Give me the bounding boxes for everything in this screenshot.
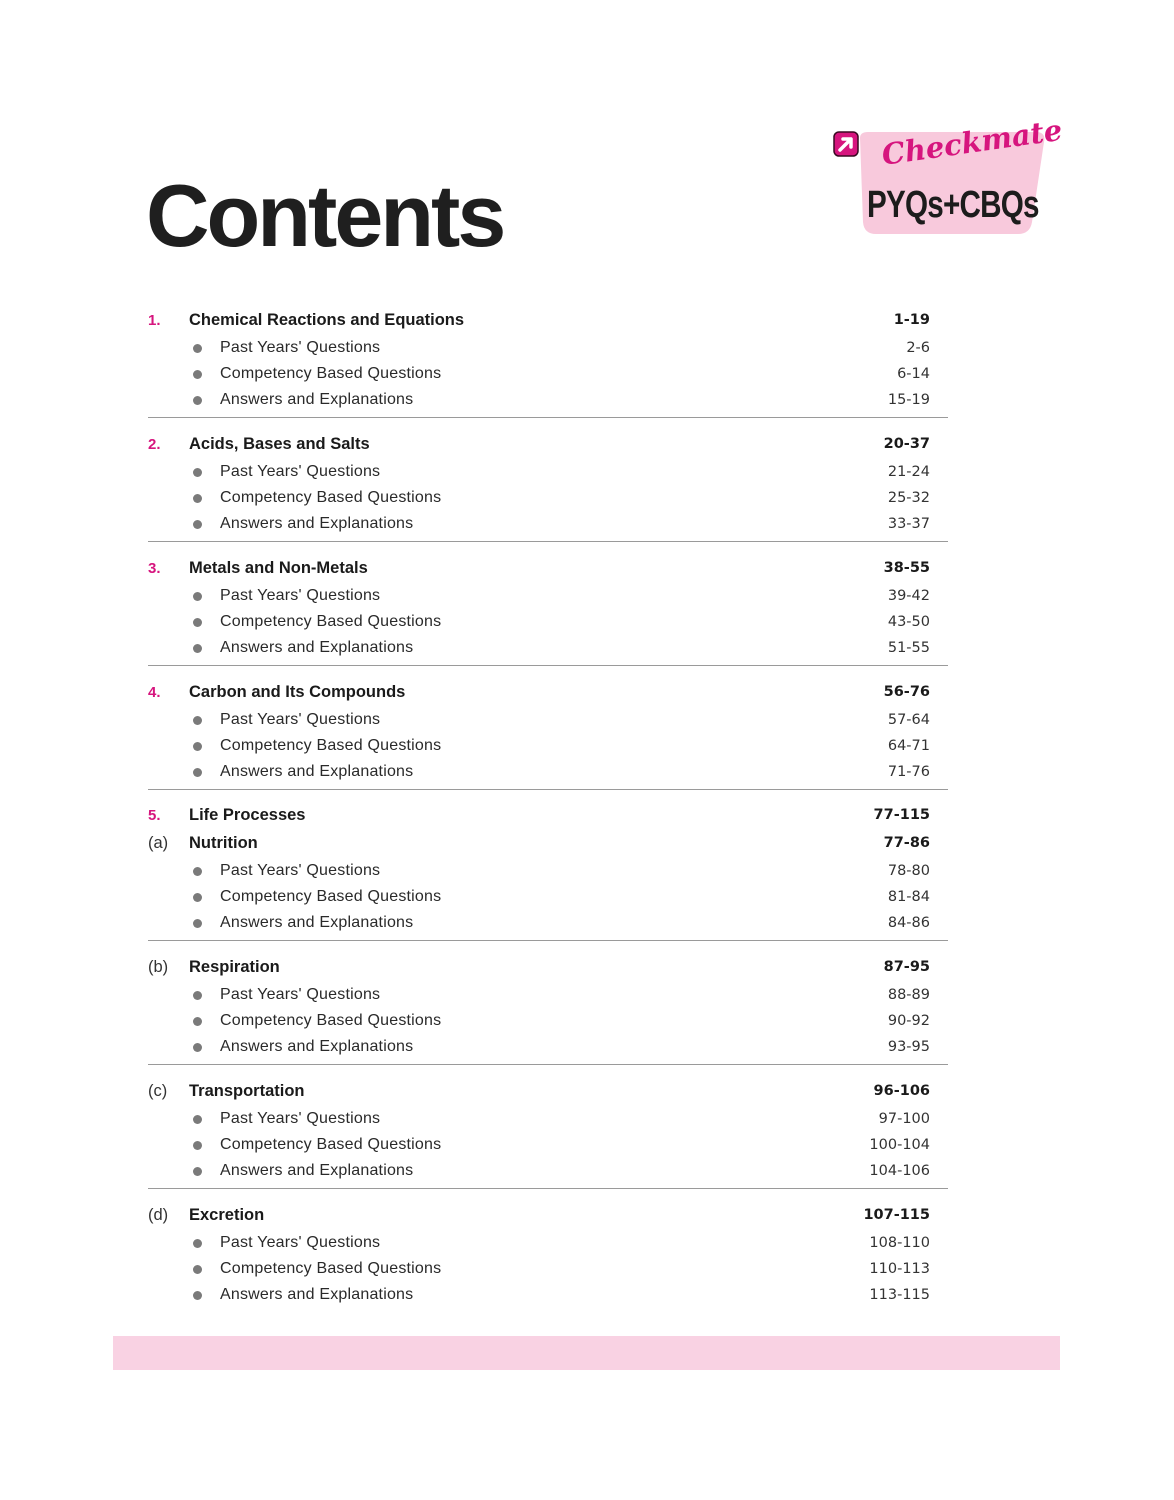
toc-item[interactable] bbox=[148, 609, 948, 635]
toc-item-label: Past Years' Questions bbox=[220, 711, 381, 728]
chapter-title: Metals and Non-Metals bbox=[189, 559, 368, 577]
toc-item-label: Past Years' Questions bbox=[220, 862, 381, 879]
toc-item-pages: 108-110 bbox=[869, 1235, 930, 1251]
chapter-heading[interactable] bbox=[148, 430, 948, 459]
toc-item-label: Past Years' Questions bbox=[220, 463, 381, 480]
toc-item[interactable] bbox=[148, 1034, 948, 1060]
toc-item[interactable] bbox=[148, 910, 948, 936]
section-heading[interactable] bbox=[148, 1077, 948, 1106]
bullet-icon bbox=[193, 991, 202, 1000]
arrow-icon bbox=[832, 130, 860, 158]
bullet-icon bbox=[193, 742, 202, 751]
toc-item-pages: 88-89 bbox=[887, 987, 930, 1003]
section-pages: 107-115 bbox=[863, 1207, 930, 1223]
toc-item-pages: 43-50 bbox=[887, 614, 930, 630]
section-pages: 87-95 bbox=[883, 959, 930, 975]
chapter-pages: 38-55 bbox=[883, 560, 930, 576]
toc-item[interactable] bbox=[148, 361, 948, 387]
toc-item-label: Competency Based Questions bbox=[220, 737, 442, 754]
toc-item-pages: 39-42 bbox=[887, 588, 930, 604]
chapter-number: 4. bbox=[148, 684, 161, 701]
toc-item-label: Past Years' Questions bbox=[220, 587, 381, 604]
toc-item-pages: 104-106 bbox=[869, 1163, 930, 1179]
section-title: Excretion bbox=[189, 1206, 265, 1224]
toc-item[interactable] bbox=[148, 485, 948, 511]
section-pages: 96-106 bbox=[873, 1083, 930, 1099]
bullet-icon bbox=[193, 1115, 202, 1124]
bullet-icon bbox=[193, 494, 202, 503]
toc-item-pages: 97-100 bbox=[878, 1111, 930, 1127]
toc-item-label: Answers and Explanations bbox=[220, 763, 414, 780]
section-title: Nutrition bbox=[189, 834, 258, 852]
section-letter: (c) bbox=[148, 1082, 168, 1100]
toc-item-pages: 81-84 bbox=[887, 889, 930, 905]
toc-item[interactable] bbox=[148, 583, 948, 609]
toc-item-label: Competency Based Questions bbox=[220, 1260, 442, 1277]
chapter-number: 3. bbox=[148, 560, 161, 577]
toc-item[interactable] bbox=[148, 335, 948, 361]
toc-item-label: Competency Based Questions bbox=[220, 1012, 442, 1029]
toc-item-label: Competency Based Questions bbox=[220, 613, 442, 630]
bullet-icon bbox=[193, 1017, 202, 1026]
toc-item-label: Answers and Explanations bbox=[220, 1286, 414, 1303]
toc-item[interactable] bbox=[148, 511, 948, 537]
toc-item-pages: 21-24 bbox=[887, 464, 930, 480]
section-pages: 77-86 bbox=[883, 835, 930, 851]
toc-item[interactable] bbox=[148, 759, 948, 785]
bullet-icon bbox=[193, 768, 202, 777]
bullet-icon bbox=[193, 1141, 202, 1150]
toc-item[interactable] bbox=[148, 1008, 948, 1034]
toc-item-label: Competency Based Questions bbox=[220, 888, 442, 905]
chapter-title: Chemical Reactions and Equations bbox=[189, 311, 465, 329]
toc-item-label: Answers and Explanations bbox=[220, 391, 414, 408]
bullet-icon bbox=[193, 1239, 202, 1248]
section-title: Transportation bbox=[189, 1082, 305, 1100]
toc-chapter bbox=[148, 430, 948, 542]
toc-item-label: Answers and Explanations bbox=[220, 515, 414, 532]
chapter-heading[interactable] bbox=[148, 554, 948, 583]
toc-chapter bbox=[148, 306, 948, 418]
bullet-icon bbox=[193, 396, 202, 405]
chapter-number: 2. bbox=[148, 436, 161, 453]
bullet-icon bbox=[193, 1043, 202, 1052]
toc-item-pages: 71-76 bbox=[887, 764, 930, 780]
chapter-number: 5. bbox=[148, 807, 161, 824]
brand-badge bbox=[832, 112, 1065, 238]
toc-item-pages: 90-92 bbox=[887, 1013, 930, 1029]
toc-item-label: Answers and Explanations bbox=[220, 639, 414, 656]
bullet-icon bbox=[193, 1265, 202, 1274]
toc-item-pages: 84-86 bbox=[887, 915, 930, 931]
section-title: Respiration bbox=[189, 958, 280, 976]
toc-item-pages: 64-71 bbox=[887, 738, 930, 754]
toc-item[interactable] bbox=[148, 884, 948, 910]
toc-item-pages: 51-55 bbox=[887, 640, 930, 656]
toc-item-pages: 33-37 bbox=[887, 516, 930, 532]
chapter-heading[interactable] bbox=[148, 802, 948, 829]
section-letter: (a) bbox=[148, 834, 169, 852]
badge-tagline: PYQs+CBQs bbox=[867, 184, 1039, 226]
toc-item-pages: 93-95 bbox=[887, 1039, 930, 1055]
chapter-heading[interactable] bbox=[148, 306, 948, 335]
chapter-heading[interactable] bbox=[148, 678, 948, 707]
toc-item-label: Competency Based Questions bbox=[220, 1136, 442, 1153]
toc-chapter bbox=[148, 554, 948, 666]
toc-item-pages: 57-64 bbox=[887, 712, 930, 728]
toc-item-pages: 100-104 bbox=[869, 1137, 930, 1153]
toc-item[interactable] bbox=[148, 982, 948, 1008]
bullet-icon bbox=[193, 644, 202, 653]
section-heading[interactable] bbox=[148, 829, 948, 858]
bullet-icon bbox=[193, 1291, 202, 1300]
chapter-pages: 77-115 bbox=[873, 807, 930, 823]
toc-item-label: Past Years' Questions bbox=[220, 1234, 381, 1251]
bullet-icon bbox=[193, 468, 202, 477]
bullet-icon bbox=[193, 919, 202, 928]
toc-section bbox=[148, 1201, 948, 1312]
toc-item[interactable] bbox=[148, 635, 948, 661]
toc-item[interactable] bbox=[148, 858, 948, 884]
bullet-icon bbox=[193, 716, 202, 725]
toc-item-pages: 2-6 bbox=[906, 340, 930, 356]
toc-item-label: Answers and Explanations bbox=[220, 914, 414, 931]
chapter-title: Life Processes bbox=[189, 806, 306, 824]
toc-item-label: Competency Based Questions bbox=[220, 489, 442, 506]
toc-chapter bbox=[148, 802, 948, 941]
badge-brand-name: Checkmate bbox=[879, 112, 1065, 172]
toc-item-label: Past Years' Questions bbox=[220, 339, 381, 356]
toc-item-label: Competency Based Questions bbox=[220, 365, 442, 382]
toc-item-pages: 6-14 bbox=[897, 366, 930, 382]
footer-bar bbox=[113, 1336, 1060, 1370]
toc-item-label: Answers and Explanations bbox=[220, 1162, 414, 1179]
toc-item-pages: 110-113 bbox=[869, 1261, 930, 1277]
toc-item-pages: 113-115 bbox=[869, 1287, 930, 1303]
toc-item[interactable] bbox=[148, 1230, 948, 1256]
toc-item[interactable] bbox=[148, 1132, 948, 1158]
toc-section bbox=[148, 953, 948, 1065]
bullet-icon bbox=[193, 893, 202, 902]
section-heading[interactable] bbox=[148, 953, 948, 982]
section-heading[interactable] bbox=[148, 1201, 948, 1230]
toc-item[interactable] bbox=[148, 1282, 948, 1308]
chapter-title: Acids, Bases and Salts bbox=[189, 435, 370, 453]
bullet-icon bbox=[193, 1167, 202, 1176]
page-title: Contents bbox=[146, 166, 504, 265]
chapter-pages: 1-19 bbox=[893, 312, 930, 328]
toc-item-label: Answers and Explanations bbox=[220, 1038, 414, 1055]
toc-item-pages: 78-80 bbox=[887, 863, 930, 879]
section-letter: (b) bbox=[148, 958, 169, 976]
bullet-icon bbox=[193, 867, 202, 876]
table-of-contents bbox=[148, 306, 948, 1324]
chapter-number: 1. bbox=[148, 312, 161, 329]
toc-item[interactable] bbox=[148, 1158, 948, 1184]
toc-item[interactable] bbox=[148, 459, 948, 485]
toc-item[interactable] bbox=[148, 387, 948, 413]
toc-item[interactable] bbox=[148, 733, 948, 759]
chapter-pages: 20-37 bbox=[883, 436, 930, 452]
toc-item[interactable] bbox=[148, 1256, 948, 1282]
section-letter: (d) bbox=[148, 1206, 169, 1224]
bullet-icon bbox=[193, 592, 202, 601]
toc-chapter bbox=[148, 678, 948, 790]
toc-item-label: Past Years' Questions bbox=[220, 1110, 381, 1127]
toc-item[interactable] bbox=[148, 707, 948, 733]
bullet-icon bbox=[193, 370, 202, 379]
toc-item-label: Past Years' Questions bbox=[220, 986, 381, 1003]
chapter-title: Carbon and Its Compounds bbox=[189, 683, 406, 701]
bullet-icon bbox=[193, 618, 202, 627]
bullet-icon bbox=[193, 344, 202, 353]
toc-item-pages: 15-19 bbox=[887, 392, 930, 408]
toc-item[interactable] bbox=[148, 1106, 948, 1132]
toc-item-pages: 25-32 bbox=[887, 490, 930, 506]
bullet-icon bbox=[193, 520, 202, 529]
chapter-pages: 56-76 bbox=[883, 684, 930, 700]
toc-section bbox=[148, 1077, 948, 1189]
